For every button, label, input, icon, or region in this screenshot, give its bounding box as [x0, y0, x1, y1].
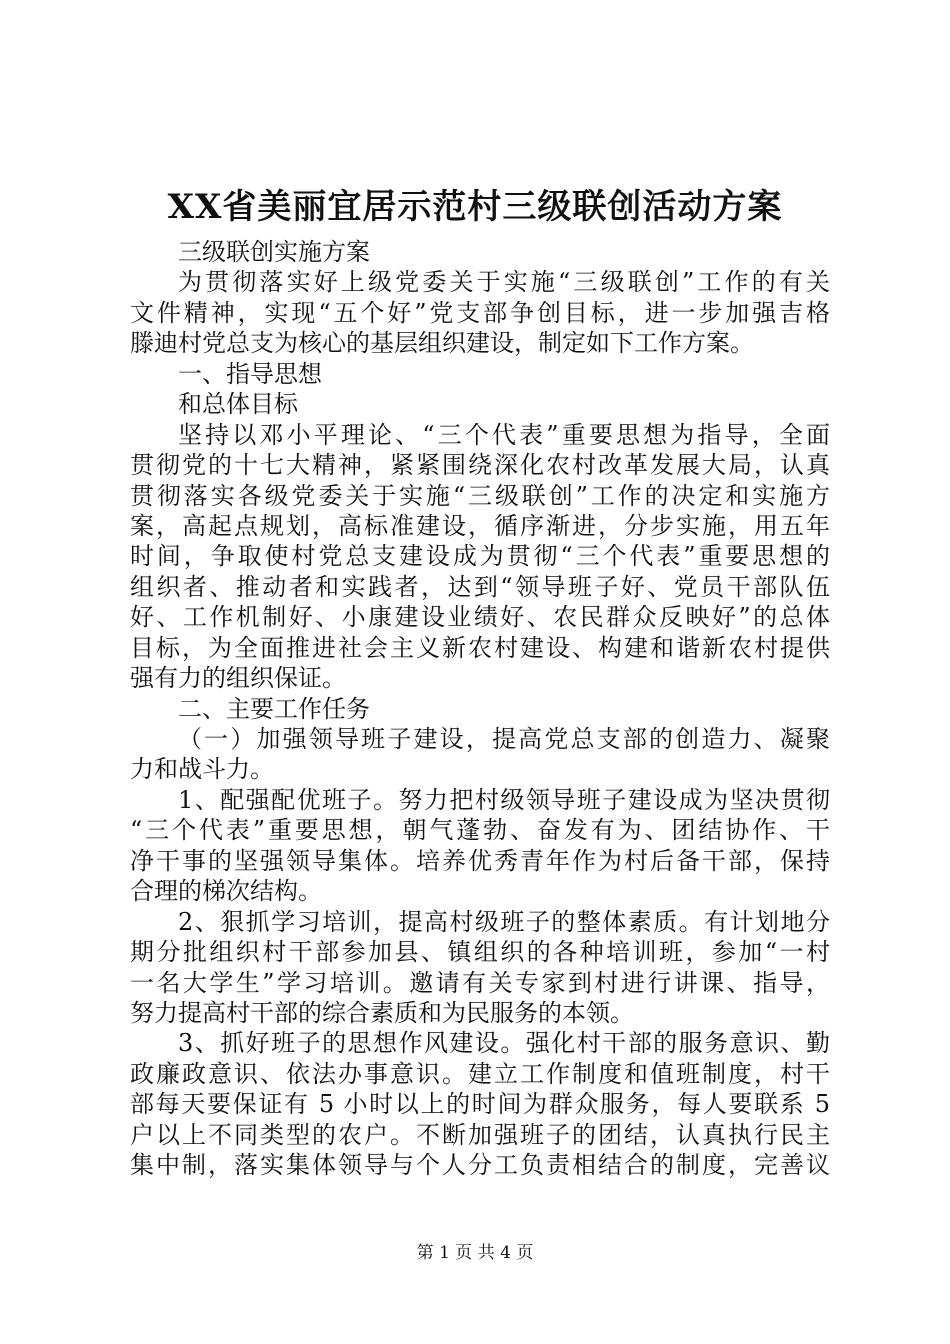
text-line: 部每天要保证有 5 小时以上的时间为群众服务，每人要联系 5	[130, 1090, 830, 1119]
text-line: 组织者、推动者和实践者，达到“领导班子好、党员干部队伍	[130, 572, 830, 601]
text-line: 目标，为全面推进社会主义新农村建设、构建和谐新农村提供	[130, 633, 830, 662]
page-indicator: 第 1 页 共 4 页	[416, 1243, 534, 1263]
text-line: 一名大学生”学习培训。邀请有关专家到村进行讲课、指导，	[130, 968, 830, 997]
text-line: 二、主要工作任务	[178, 694, 370, 723]
text-line: 3、抓好班子的思想作风建设。强化村干部的服务意识、勤	[178, 1029, 830, 1058]
document-body	[130, 237, 830, 1181]
text-line: 贯彻落实各级党委关于实施“三级联创”工作的决定和实施方	[130, 481, 830, 510]
document-title: XX省美丽宜居示范村三级联创活动方案	[167, 187, 783, 227]
text-line: （一）加强领导班子建设，提高党总支部的创造力、凝聚	[178, 725, 830, 753]
text-line: 贯彻党的十七大精神，紧紧围绕深化农村改革发展大局，认真	[130, 451, 830, 480]
text-line: 时间，争取使村党总支建设成为贯彻“三个代表”重要思想的	[130, 542, 830, 571]
text-line: 和总体目标	[178, 390, 298, 419]
text-line: 为贯彻落实好上级党委关于实施“三级联创”工作的有关	[178, 268, 830, 297]
text-line: 政廉政意识、依法办事意识。建立工作制度和值班制度，村干	[130, 1059, 830, 1088]
text-line: 坚持以邓小平理论、“三个代表”重要思想为指导，全面	[178, 420, 830, 449]
text-line: 滕迪村党总支为核心的基层组织建设，制定如下工作方案。	[130, 329, 754, 358]
text-line: 强有力的组织保证。	[130, 664, 346, 693]
text-line: 净干事的坚强领导集体。培养优秀青年作为村后备干部，保持	[130, 846, 830, 875]
text-line: 努力提高村干部的综合素质和为民服务的本领。	[130, 998, 634, 1027]
text-line: 合理的梯次结构。	[130, 877, 322, 906]
text-line: 三级联创实施方案	[178, 238, 370, 266]
text-line: 好、工作机制好、小康建设业绩好、农民群众反映好”的总体	[130, 603, 830, 632]
text-line: 案，高起点规划，高标准建设，循序渐进，分步实施，用五年	[130, 511, 830, 540]
text-line: 文件精神，实现“五个好”党支部争创目标，进一步加强吉格	[130, 298, 830, 327]
text-line: 1、配强配优班子。努力把村级领导班子建设成为坚决贯彻	[178, 785, 830, 814]
text-line: “三个代表”重要思想，朝气蓬勃、奋发有为、团结协作、干	[130, 816, 830, 845]
text-line: 户以上不同类型的农户。不断加强班子的团结，认真执行民主	[130, 1120, 830, 1149]
text-line: 一、指导思想	[178, 359, 322, 388]
text-line: 集中制，落实集体领导与个人分工负责相结合的制度，完善议	[130, 1151, 830, 1180]
text-line: 2、狠抓学习培训，提高村级班子的整体素质。有计划地分	[178, 907, 830, 936]
text-line: 力和战斗力。	[130, 755, 274, 784]
text-line: 期分批组织村干部参加县、镇组织的各种培训班，参加“一村	[130, 938, 830, 967]
